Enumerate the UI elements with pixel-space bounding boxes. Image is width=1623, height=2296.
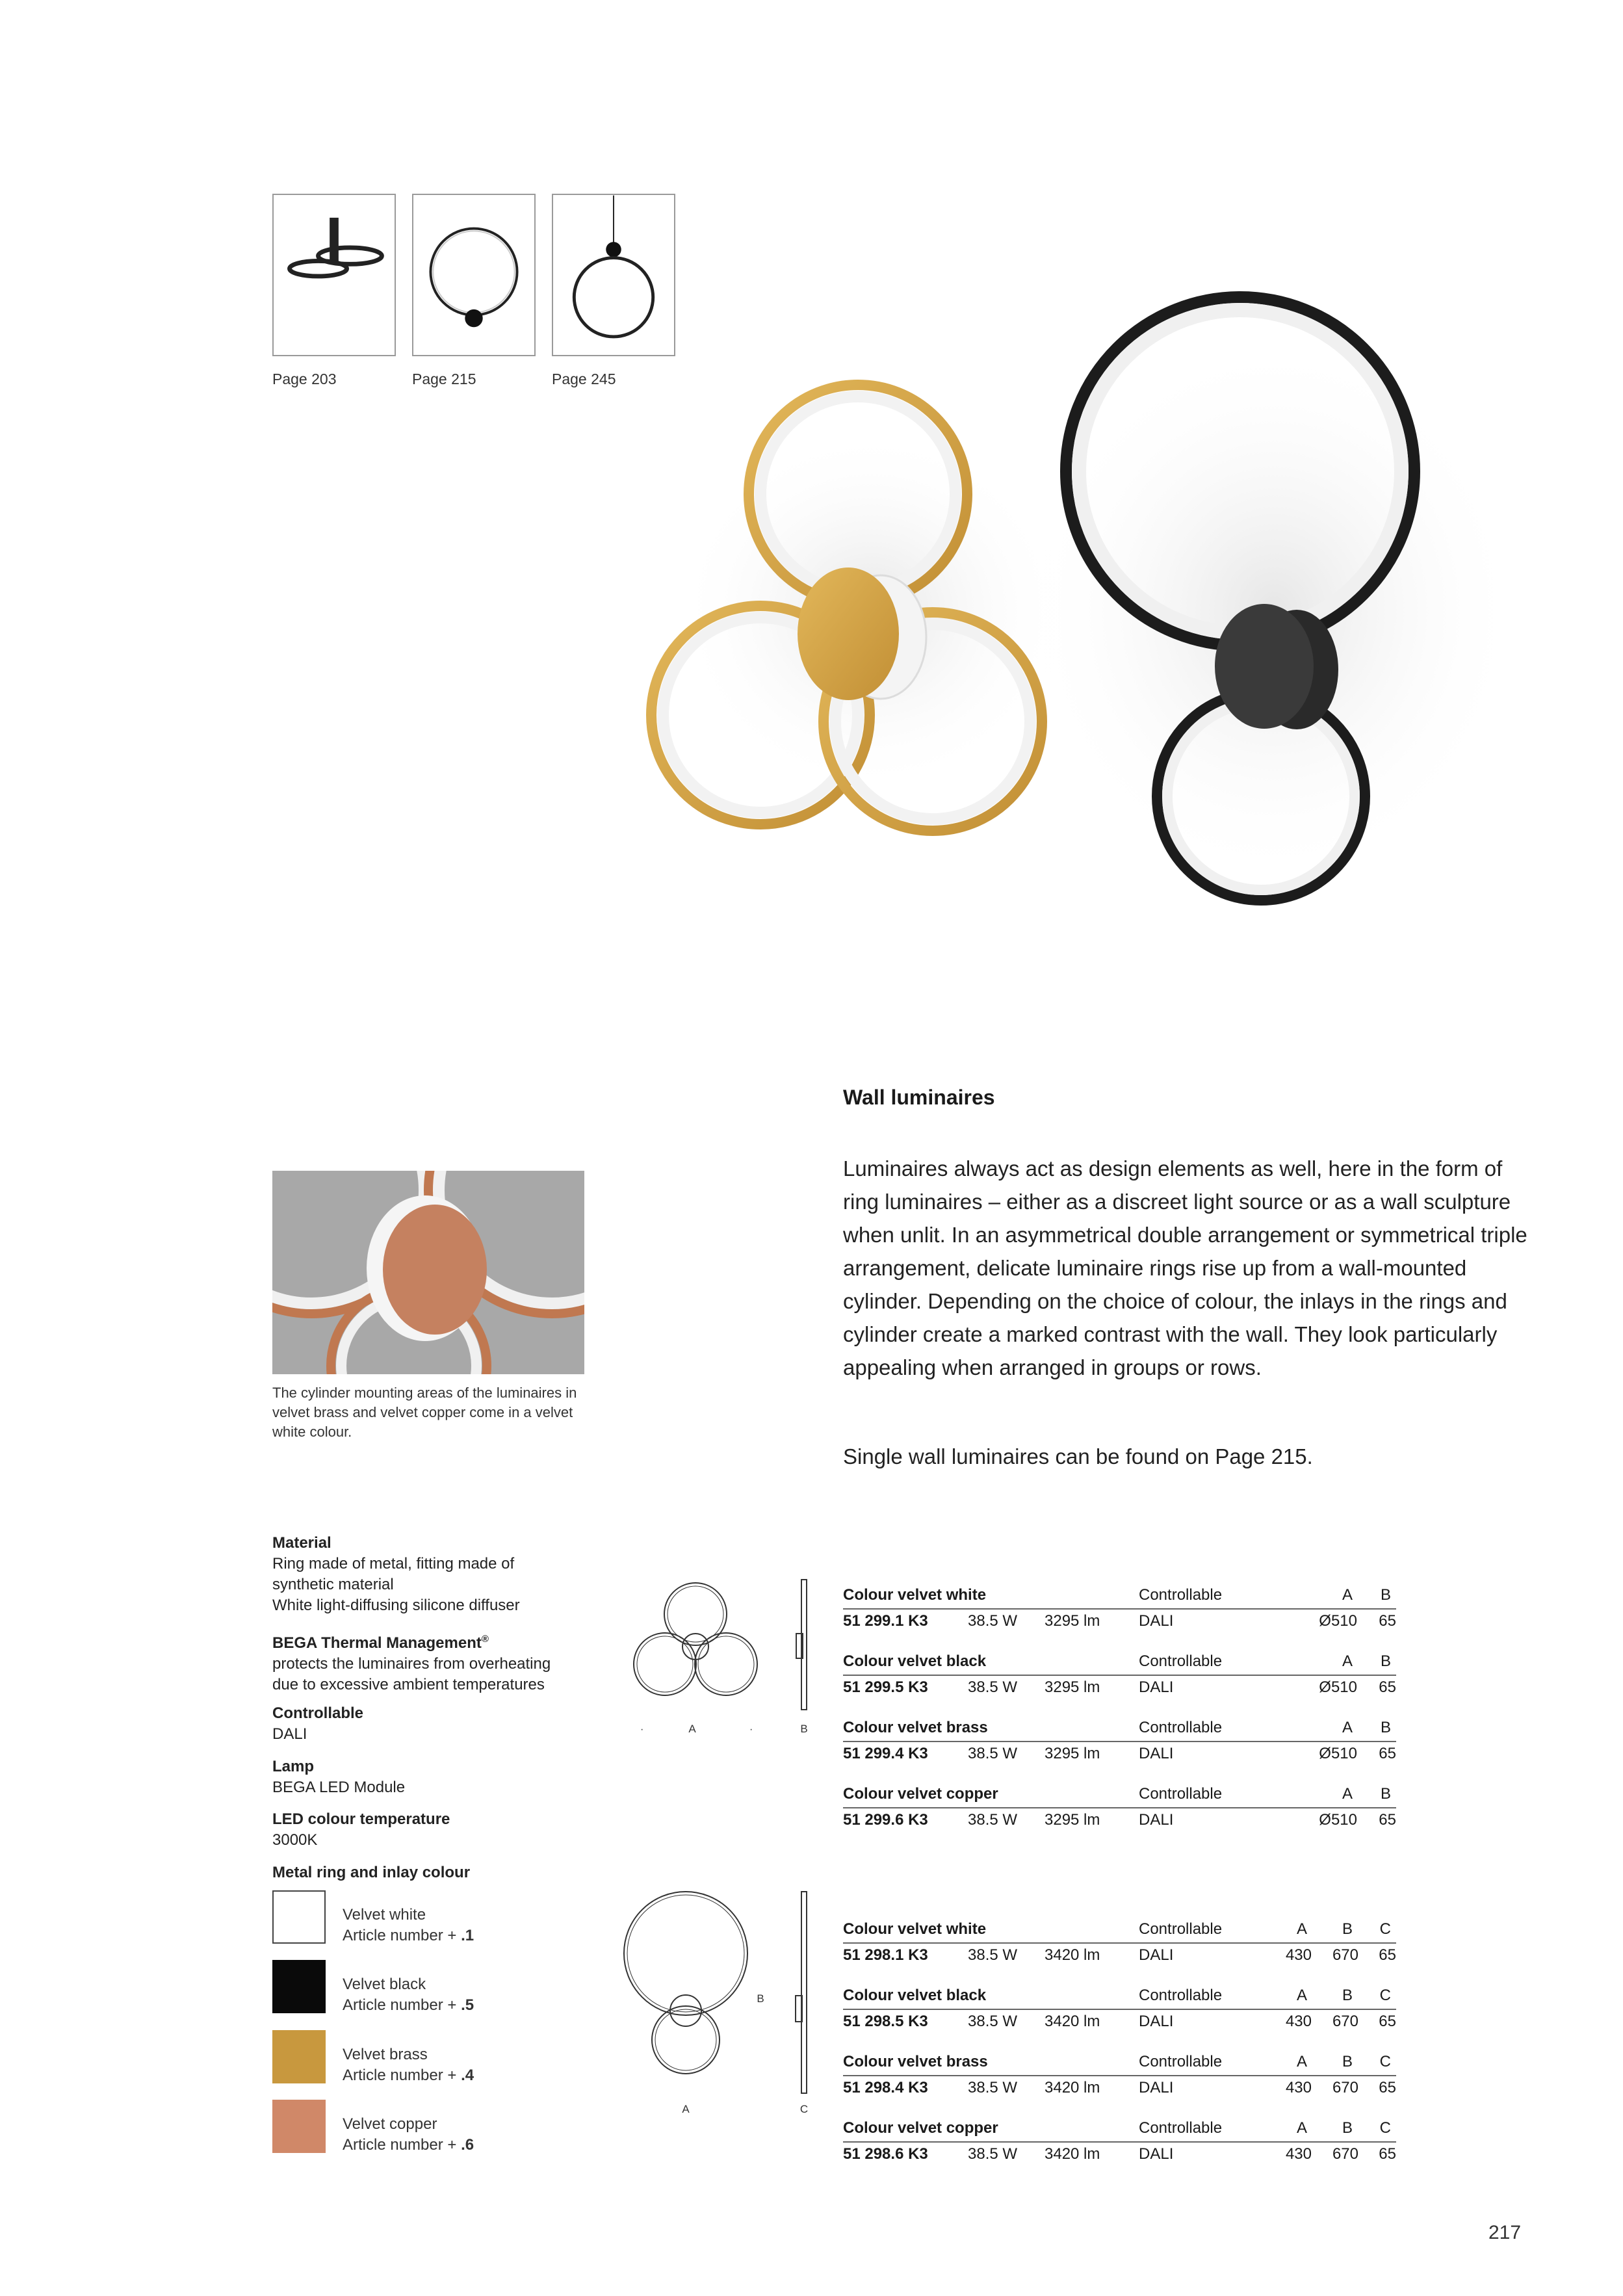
- technical-drawing-double: [611, 1888, 819, 2122]
- dim-dot: ·: [749, 1724, 753, 1735]
- swatch-velvet-copper: [272, 2100, 326, 2153]
- table1-header-row: Colour velvet copper Controllable A B: [843, 1781, 1396, 1808]
- technical-drawing-triple: [624, 1576, 819, 1745]
- spec-lamp-title: Lamp: [272, 1758, 315, 1775]
- spec-material-title: Material: [272, 1534, 331, 1552]
- section-title: Wall luminaires: [843, 1086, 995, 1109]
- dimension-label-a: A: [682, 2103, 690, 2115]
- spec-material-line: synthetic material: [272, 1576, 394, 1593]
- spec-thermal-line: due to excessive ambient temperatures: [272, 1676, 545, 1693]
- page-number: 217: [1488, 2222, 1522, 2243]
- intro-paragraph: Luminaires always act as design elements as well, here in the form of ring luminaires – either as a discreet light source or as a wall sculpture when unlit. In an asymmetrical double arrangement or symmetrical triple arrangement, delicate luminaire rings rise up from a wall-mounted cylinder. Depending on the choice of colour, the inlays in the rings and cylinder create a marked contrast with the wall. They look particularly appealing when arranged in groups or rows.: [843, 1156, 1527, 1379]
- table1-header-row: Colour velvet brass Controllable A B: [843, 1715, 1396, 1742]
- spec-led-value: 3000K: [272, 1831, 318, 1849]
- table1-data-row: 51 299.4 K3 38.5 W 3295 lm DALI Ø510 65: [843, 1745, 1396, 1762]
- table2-data-row: 51 298.6 K3 38.5 W 3420 lm DALI 430 670 65: [843, 2145, 1396, 2163]
- spec-thermal-title: BEGA Thermal Management: [272, 1634, 482, 1652]
- ceiling-rings-illustration: [274, 195, 395, 355]
- thumbnail-caption: Page 245: [552, 371, 616, 387]
- spec-material-line: White light-diffusing silicone diffuser: [272, 1597, 520, 1614]
- spec-material: [272, 1533, 597, 1616]
- table1-header-row: Colour velvet black Controllable A B: [843, 1649, 1396, 1676]
- spec-controllable: [272, 1703, 597, 1745]
- spec-lamp-value: BEGA LED Module: [272, 1779, 406, 1796]
- table2-data-row: 51 298.4 K3 38.5 W 3420 lm DALI 430 670 65: [843, 2079, 1396, 2096]
- spec-material-line: Ring made of metal, fitting made of: [272, 1555, 515, 1572]
- table1-data-row: 51 299.6 K3 38.5 W 3295 lm DALI Ø510 65: [843, 1811, 1396, 1829]
- spec-led-temperature: [272, 1809, 597, 1851]
- dimension-label-a: A: [688, 1723, 696, 1735]
- dimension-label-c: C: [799, 2103, 809, 2115]
- table1-header-row: Colour velvet white Controllable A B: [843, 1582, 1396, 1610]
- cylinder-detail-photo: [272, 1171, 584, 1374]
- dim-dot: ·: [640, 1724, 644, 1735]
- table2-header-row: Colour velvet copper Controllable A B C: [843, 2115, 1396, 2143]
- dimension-label-b: B: [800, 1723, 808, 1735]
- detail-photo-caption: The cylinder mounting areas of the luminaires in velvet brass and velvet copper come in a velvet white colour.: [272, 1385, 577, 1440]
- registered-mark: ®: [481, 1634, 489, 1645]
- table2-header-row: Colour velvet brass Controllable A B C: [843, 2049, 1396, 2076]
- brass-triple-luminaire: [651, 385, 1066, 831]
- thumbnail-single-wall-luminaire[interactable]: [412, 194, 536, 356]
- spec-controllable-value: DALI: [272, 1725, 307, 1743]
- spec-thermal-line: protects the luminaires from overheating: [272, 1655, 551, 1673]
- swatch-label: Velvet copper Article number + .6: [343, 2115, 474, 2154]
- spec-colour-title: Metal ring and inlay colour: [272, 1864, 471, 1881]
- spec-lamp: [272, 1756, 597, 1798]
- black-double-luminaire: [1027, 297, 1521, 900]
- swatch-label: Velvet black Article number + .5: [343, 1976, 474, 2014]
- table1-data-row: 51 299.5 K3 38.5 W 3295 lm DALI Ø510 65: [843, 1678, 1396, 1696]
- swatch-velvet-black: [272, 1960, 326, 2013]
- swatch-label: Velvet brass Article number + .4: [343, 2046, 474, 2084]
- spec-led-title: LED colour temperature: [272, 1810, 450, 1828]
- table2-data-row: 51 298.1 K3 38.5 W 3420 lm DALI 430 670 65: [843, 1946, 1396, 1964]
- thumbnail-caption: Page 215: [412, 371, 476, 387]
- thumbnail-ceiling-luminaire[interactable]: [272, 194, 396, 356]
- thumbnail-caption: Page 203: [272, 371, 337, 387]
- spec-thermal: [272, 1629, 597, 1695]
- table1-data-row: 51 299.1 K3 38.5 W 3295 lm DALI Ø510 65: [843, 1612, 1396, 1630]
- single-ring-illustration: [413, 195, 534, 355]
- hero-product-photo: [624, 247, 1573, 975]
- swatch-velvet-white: [272, 1890, 326, 1944]
- table2-data-row: 51 298.5 K3 38.5 W 3420 lm DALI 430 670 65: [843, 2013, 1396, 2030]
- spec-controllable-title: Controllable: [272, 1704, 364, 1722]
- intro-note: Single wall luminaires can be found on Page 215.: [843, 1444, 1313, 1468]
- dimension-label-b: B: [757, 1992, 764, 2005]
- table2-header-row: Colour velvet black Controllable A B C: [843, 1983, 1396, 2010]
- table2-header-row: Colour velvet white Controllable A B C: [843, 1916, 1396, 1944]
- swatch-velvet-brass: [272, 2030, 326, 2083]
- swatch-label: Velvet white Article number + .1: [343, 1906, 474, 1944]
